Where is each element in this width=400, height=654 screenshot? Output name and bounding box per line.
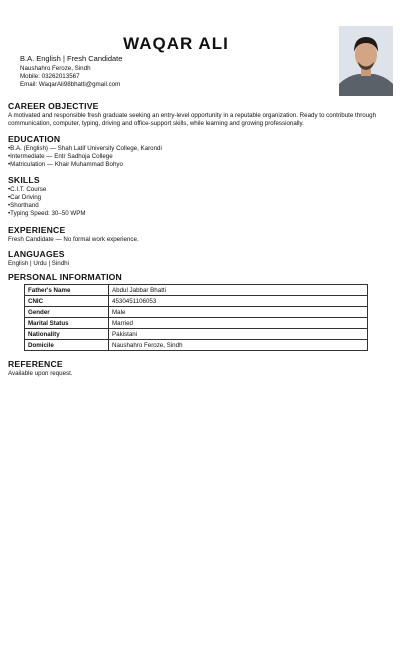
field-label: Domicile — [25, 340, 109, 351]
field-label: Gender — [25, 307, 109, 318]
table-row — [25, 340, 368, 351]
personal-info-table — [24, 284, 368, 351]
field-label: CNIC — [25, 296, 109, 307]
experience-section — [8, 225, 393, 244]
field-value: Abdul Jabbar Bhatti — [109, 285, 368, 296]
career-objective-heading: CAREER OBJECTIVE — [8, 101, 99, 111]
education-item: • Intermediate — Entr Sadhoja College — [8, 153, 393, 161]
personal-info-section — [8, 272, 393, 282]
skill-item: • C.I.T. Course — [8, 186, 393, 194]
contact-mobile: Mobile: 03262013567 — [20, 73, 80, 80]
reference-heading: REFERENCE — [8, 359, 63, 369]
candidate-subtitle: B.A. English | Fresh Candidate — [20, 54, 123, 63]
reference-section — [8, 359, 393, 378]
table-row — [25, 318, 368, 329]
field-value: Male — [109, 307, 368, 318]
field-value: 4530451106053 — [109, 296, 368, 307]
field-label: Nationality — [25, 329, 109, 340]
career-objective-section — [8, 101, 393, 128]
skill-item: • Typing Speed: 30–50 WPM — [8, 210, 393, 218]
experience-text: Fresh Candidate — No formal work experience. — [8, 236, 139, 243]
field-label: Father's Name — [25, 285, 109, 296]
education-section — [8, 134, 393, 169]
skill-item: • Shorthand — [8, 202, 393, 210]
table-row — [25, 307, 368, 318]
contact-email: Email: WaqarAli98bhatti@gmail.com — [20, 81, 121, 88]
resume-header — [0, 0, 400, 100]
reference-text: Available upon request. — [8, 370, 73, 377]
education-list — [8, 145, 393, 169]
field-value: Naushahro Feroze, Sindh — [109, 340, 368, 351]
field-value: Pakistani — [109, 329, 368, 340]
skills-heading: SKILLS — [8, 175, 40, 185]
table-row — [25, 296, 368, 307]
table-row — [25, 285, 368, 296]
profile-photo-graphic — [339, 26, 393, 96]
contact-address: Naushahro Feroze, Sindh — [20, 65, 91, 72]
personal-info-heading: PERSONAL INFORMATION — [8, 272, 122, 282]
education-heading: EDUCATION — [8, 134, 61, 144]
profile-photo — [339, 26, 393, 96]
field-label: Marital Status — [25, 318, 109, 329]
candidate-name: WAQAR ALI — [123, 34, 229, 53]
career-objective-text: A motivated and responsible fresh graduate seeking an entry-level opportunity in a reputable organization. Ready to contribute through communication, computer, typing, driving and office-support skills, while learning and growing professionally. — [8, 112, 377, 127]
experience-heading: EXPERIENCE — [8, 225, 66, 235]
education-item: • B.A. (English) — Shah Latif University College, Karondi — [8, 145, 393, 153]
field-value: Married — [109, 318, 368, 329]
skills-list — [8, 186, 393, 218]
skill-item: • Car Driving — [8, 194, 393, 202]
languages-section — [8, 249, 393, 268]
education-item: • Matriculation — Khair Muhammad Bohyo — [8, 161, 393, 169]
languages-heading: LANGUAGES — [8, 249, 65, 259]
table-row — [25, 329, 368, 340]
skills-section — [8, 175, 393, 218]
languages-text: English | Urdu | Sindhi — [8, 260, 69, 267]
